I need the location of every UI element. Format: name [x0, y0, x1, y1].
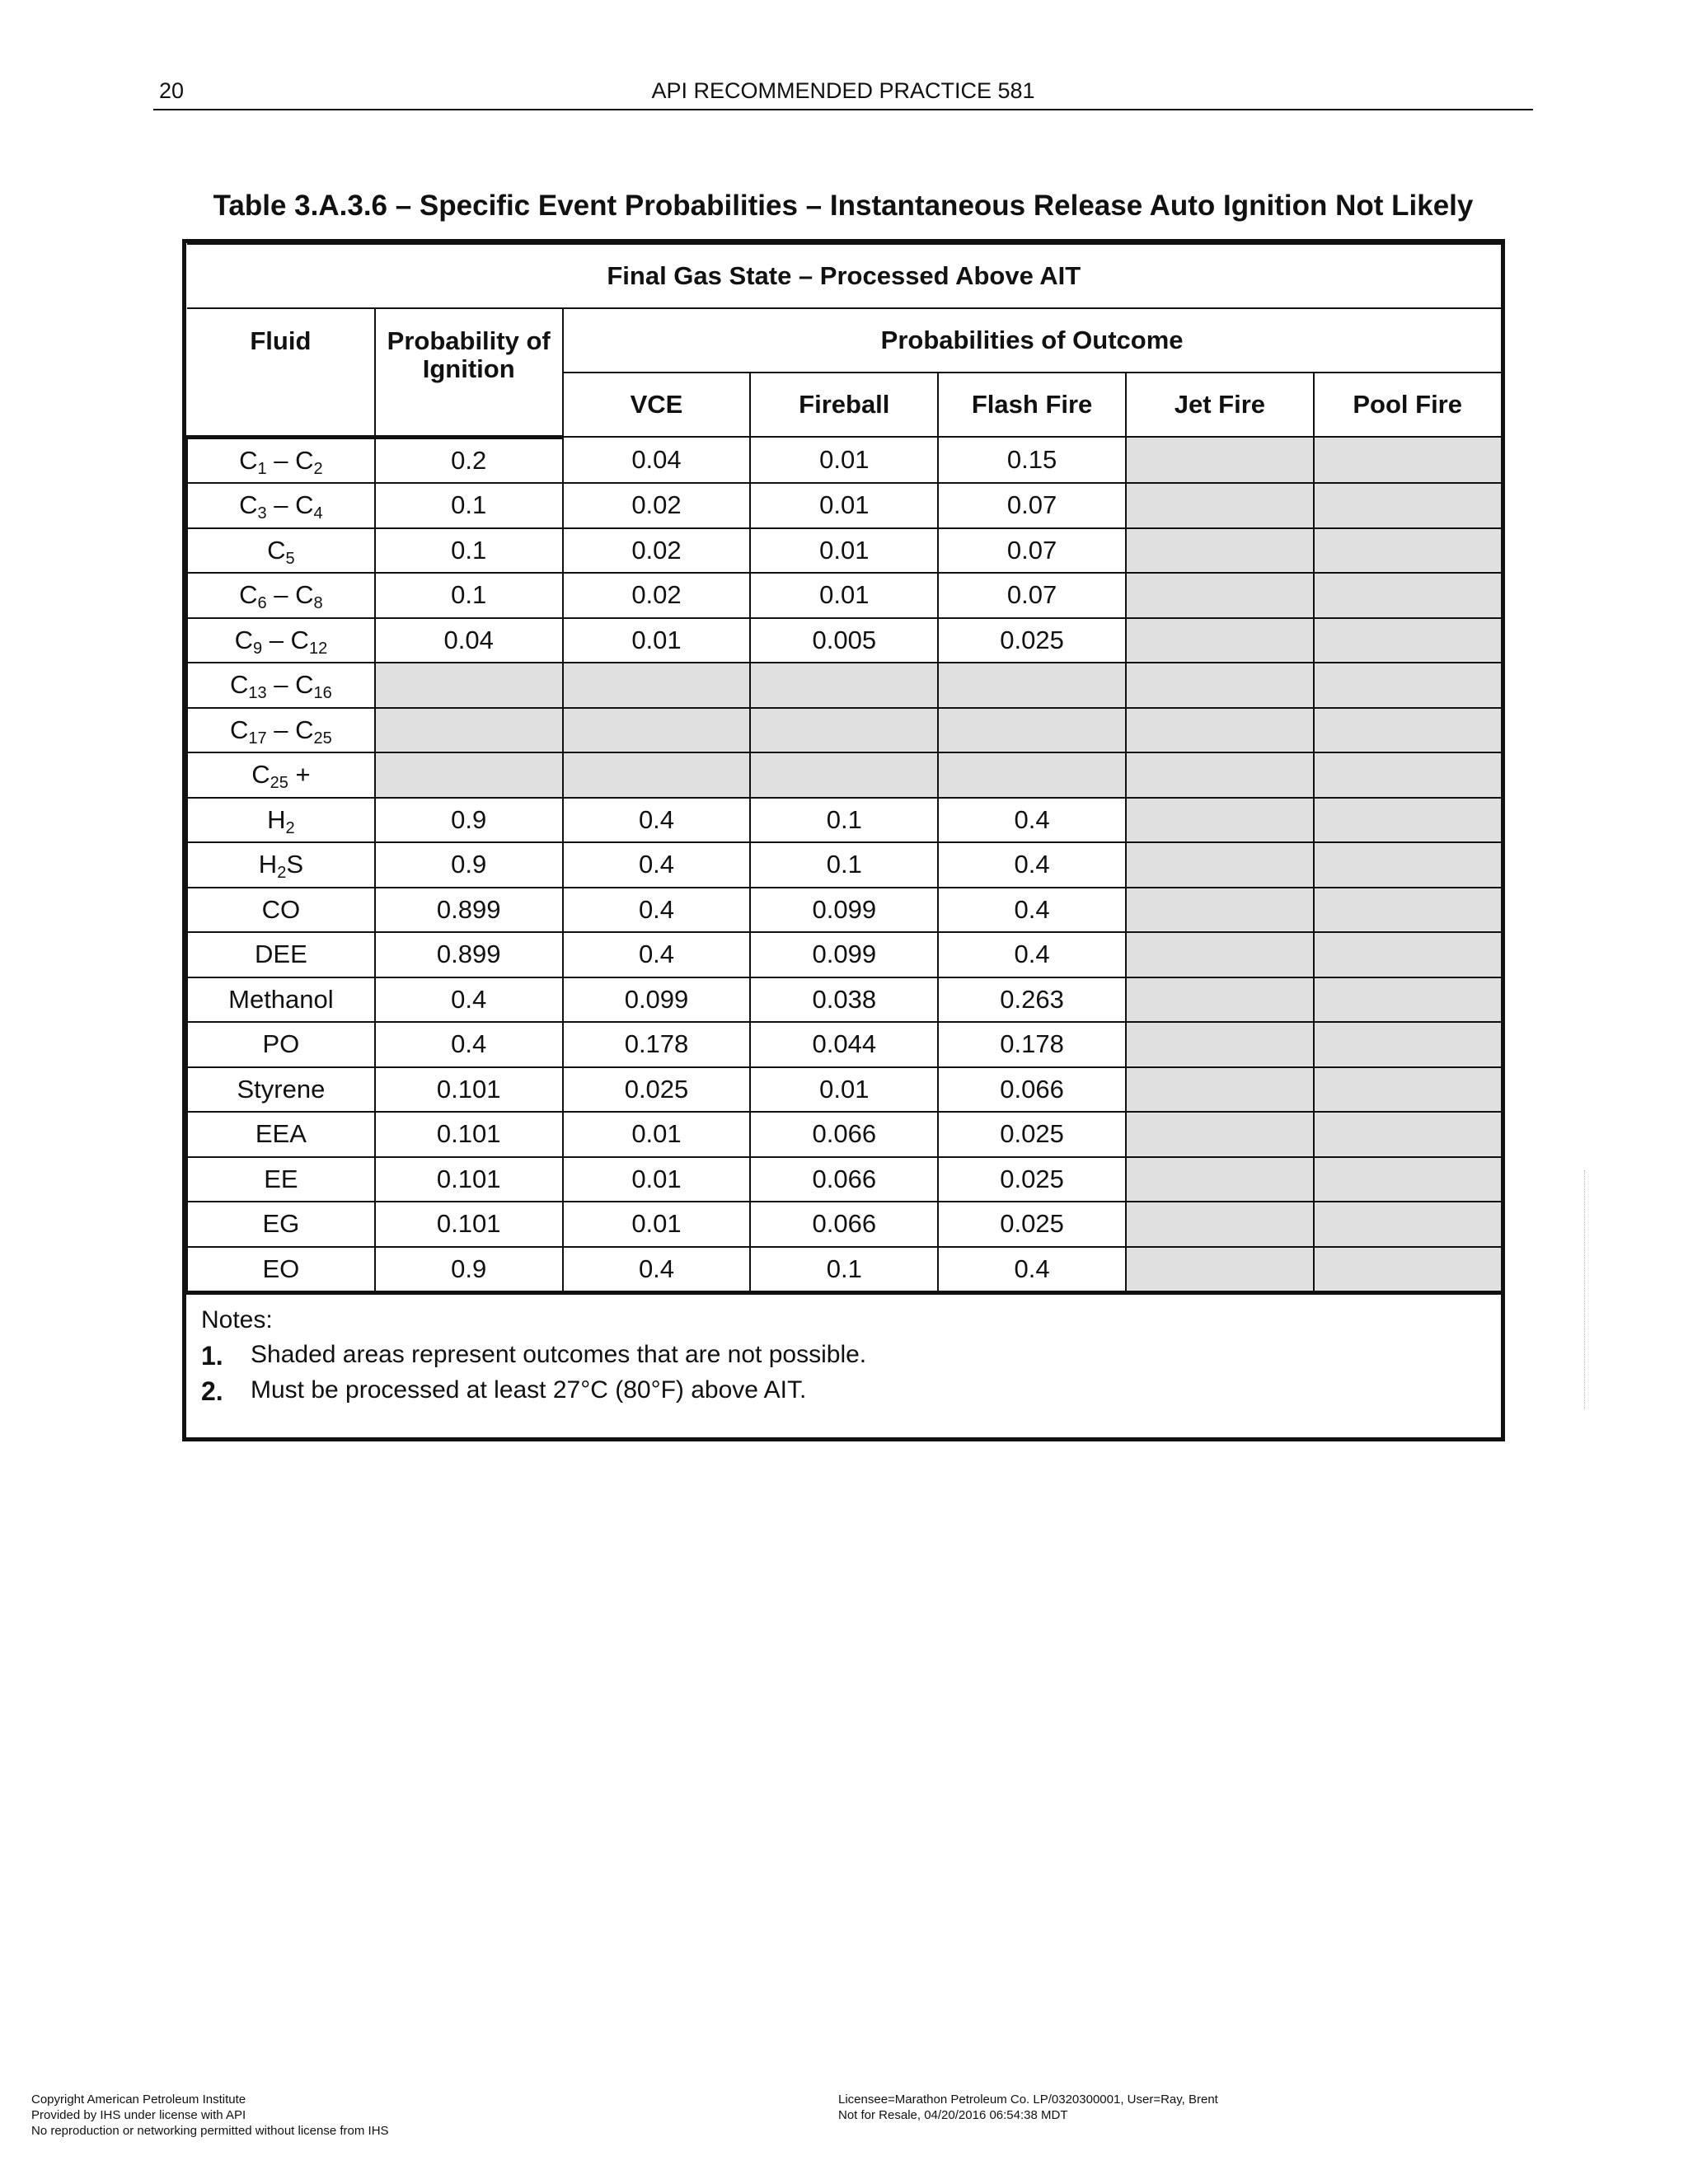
table-row	[187, 528, 1502, 574]
value-cell: 0.1	[750, 1247, 938, 1291]
fluid-cell: $C_1 - C_2$	[187, 437, 375, 483]
table-body	[187, 437, 1502, 1291]
shaded-cell	[938, 663, 1126, 708]
column-header-vce: VCE	[563, 373, 751, 437]
shaded-cell	[1126, 483, 1314, 528]
shaded-cell	[1126, 1157, 1314, 1202]
shaded-cell	[750, 708, 938, 753]
value-cell: 0.899	[375, 888, 563, 933]
super-header: Final Gas State – Processed Above AIT	[187, 244, 1502, 308]
note-number: 1.	[201, 1341, 223, 1371]
value-cell: 0.025	[938, 1157, 1126, 1202]
table-row	[187, 932, 1502, 977]
value-cell: 0.066	[938, 1067, 1126, 1113]
value-cell: 0.02	[563, 573, 751, 618]
fluid-cell: $C_6 - C_8$	[187, 573, 375, 618]
value-cell: 0.101	[375, 1067, 563, 1113]
value-cell: 0.044	[750, 1022, 938, 1067]
probability-table	[186, 243, 1503, 1291]
fluid-cell: DEE	[187, 932, 375, 977]
shaded-cell	[1314, 1067, 1502, 1113]
shaded-cell	[1126, 977, 1314, 1023]
shaded-cell	[1126, 842, 1314, 888]
fluid-cell: $H_2$	[187, 798, 375, 843]
shaded-cell	[563, 752, 751, 798]
table-row	[187, 437, 1502, 483]
table-row	[187, 752, 1502, 798]
shaded-cell	[1314, 437, 1502, 483]
table-row	[187, 618, 1502, 663]
value-cell: 0.9	[375, 798, 563, 843]
value-cell: 0.4	[375, 977, 563, 1023]
shaded-cell	[1314, 842, 1502, 888]
shaded-cell	[375, 663, 563, 708]
value-cell: 0.1	[375, 573, 563, 618]
value-cell: 0.066	[750, 1112, 938, 1157]
value-cell: 0.899	[375, 932, 563, 977]
shaded-cell	[1314, 977, 1502, 1023]
fluid-cell: $C_{25}$ +	[187, 752, 375, 798]
column-header-jet-fire: Jet Fire	[1126, 373, 1314, 437]
fluid-cell: $C_{13} - C_{16}$	[187, 663, 375, 708]
value-cell: 0.01	[750, 573, 938, 618]
value-cell: 0.4	[938, 888, 1126, 933]
value-cell: 0.005	[750, 618, 938, 663]
notes-title: Notes:	[201, 1306, 273, 1333]
shaded-cell	[1126, 932, 1314, 977]
fluid-cell: $H_2S$	[187, 842, 375, 888]
value-cell: 0.066	[750, 1202, 938, 1247]
value-cell: 0.4	[938, 1247, 1126, 1291]
value-cell: 0.178	[563, 1022, 751, 1067]
note-item	[201, 1376, 1501, 1407]
column-header-fireball: Fireball	[750, 373, 938, 437]
shaded-cell	[1126, 663, 1314, 708]
value-cell: 0.101	[375, 1112, 563, 1157]
shaded-cell	[375, 752, 563, 798]
footer-line: Not for Resale, 04/20/2016 06:54:38 MDT	[838, 2108, 1068, 2122]
fluid-cell: PO	[187, 1022, 375, 1067]
table-row	[187, 708, 1502, 753]
fluid-cell: $C_9 - C_{12}$	[187, 618, 375, 663]
page-header	[153, 76, 1533, 110]
fluid-cell: EO	[187, 1247, 375, 1291]
shaded-cell	[375, 708, 563, 753]
shaded-cell	[1314, 573, 1502, 618]
value-cell: 0.1	[375, 528, 563, 574]
shaded-cell	[1126, 1067, 1314, 1113]
table-row	[187, 888, 1502, 933]
value-cell: 0.2	[375, 437, 563, 483]
value-cell: 0.101	[375, 1157, 563, 1202]
shaded-cell	[1126, 888, 1314, 933]
shaded-cell	[938, 708, 1126, 753]
column-header-probabilities-of-outcome: Probabilities of Outcome	[563, 308, 1502, 373]
value-cell: 0.025	[938, 1202, 1126, 1247]
shaded-cell	[1314, 663, 1502, 708]
shaded-cell	[1126, 573, 1314, 618]
value-cell: 0.4	[563, 842, 751, 888]
value-cell: 0.1	[375, 483, 563, 528]
shaded-cell	[1314, 483, 1502, 528]
note-number: 2.	[201, 1376, 223, 1406]
column-header-pool-fire: Pool Fire	[1314, 373, 1502, 437]
table-row	[187, 1112, 1502, 1157]
shaded-cell	[1314, 618, 1502, 663]
footer-line: Provided by IHS under license with API	[31, 2108, 246, 2122]
shaded-cell	[1314, 752, 1502, 798]
value-cell: 0.025	[938, 618, 1126, 663]
shaded-cell	[1126, 1247, 1314, 1291]
shaded-cell	[938, 752, 1126, 798]
table-row	[187, 1022, 1502, 1067]
value-cell: 0.02	[563, 483, 751, 528]
shaded-cell	[750, 752, 938, 798]
value-cell: 0.1	[750, 798, 938, 843]
fluid-cell: $C_3 - C_4$	[187, 483, 375, 528]
value-cell: 0.178	[938, 1022, 1126, 1067]
table-row	[187, 977, 1502, 1023]
value-cell: 0.4	[563, 932, 751, 977]
value-cell: 0.038	[750, 977, 938, 1023]
note-text: Shaded areas represent outcomes that are not possible.	[251, 1341, 867, 1368]
table-row	[187, 1067, 1502, 1113]
fluid-cell: $C_{17} - C_{25}$	[187, 708, 375, 753]
note-text: Must be processed at least 27°C (80°F) above AIT.	[251, 1376, 807, 1404]
shaded-cell	[1314, 708, 1502, 753]
value-cell: 0.4	[938, 798, 1126, 843]
value-cell: 0.1	[750, 842, 938, 888]
note-item	[201, 1341, 1501, 1371]
table-row	[187, 842, 1502, 888]
value-cell: 0.099	[750, 888, 938, 933]
shaded-cell	[1126, 437, 1314, 483]
value-cell: 0.07	[938, 528, 1126, 574]
shaded-cell	[1126, 528, 1314, 574]
table-caption: Table 3.A.3.6 – Specific Event Probabilities – Instantaneous Release Auto Ignition Not Likely	[213, 190, 1474, 222]
value-cell: 0.07	[938, 573, 1126, 618]
value-cell: 0.01	[563, 1157, 751, 1202]
value-cell: 0.4	[563, 1247, 751, 1291]
notes	[186, 1291, 1501, 1414]
value-cell: 0.4	[938, 842, 1126, 888]
value-cell: 0.15	[938, 437, 1126, 483]
value-cell: 0.02	[563, 528, 751, 574]
value-cell: 0.01	[750, 1067, 938, 1113]
column-header-flash-fire: Flash Fire	[938, 373, 1126, 437]
shaded-cell	[1314, 888, 1502, 933]
table-row	[187, 1247, 1502, 1291]
scan-edge-marks	[1584, 1170, 1590, 1409]
value-cell: 0.025	[563, 1067, 751, 1113]
value-cell: 0.04	[375, 618, 563, 663]
value-cell: 0.01	[750, 437, 938, 483]
value-cell: 0.4	[375, 1022, 563, 1067]
value-cell: 0.01	[750, 483, 938, 528]
shaded-cell	[1126, 1022, 1314, 1067]
value-cell: 0.01	[750, 528, 938, 574]
footer-line: No reproduction or networking permitted without license from IHS	[31, 2124, 389, 2138]
shaded-cell	[1126, 618, 1314, 663]
shaded-cell	[1314, 1247, 1502, 1291]
running-title: API RECOMMENDED PRACTICE 581	[651, 78, 1035, 103]
fluid-cell: EEA	[187, 1112, 375, 1157]
table-row	[187, 1202, 1502, 1247]
shaded-cell	[750, 663, 938, 708]
table-row	[187, 1157, 1502, 1202]
footer-line: Copyright American Petroleum Institute	[31, 2093, 246, 2107]
table-row	[187, 573, 1502, 618]
shaded-cell	[1314, 1202, 1502, 1247]
value-cell: 0.4	[563, 798, 751, 843]
table-row	[187, 798, 1502, 843]
shaded-cell	[1314, 1157, 1502, 1202]
fluid-cell: Styrene	[187, 1067, 375, 1113]
value-cell: 0.263	[938, 977, 1126, 1023]
shaded-cell	[1314, 1022, 1502, 1067]
table-row	[187, 483, 1502, 528]
shaded-cell	[1126, 798, 1314, 843]
value-cell: 0.101	[375, 1202, 563, 1247]
column-header-probability-of-ignition: Probability of Ignition	[375, 308, 563, 437]
footer-license	[838, 2092, 1218, 2123]
shaded-cell	[1126, 1112, 1314, 1157]
shaded-cell	[1314, 798, 1502, 843]
column-header-fluid: Fluid	[187, 308, 375, 437]
shaded-cell	[563, 663, 751, 708]
value-cell: 0.099	[750, 932, 938, 977]
fluid-cell: EG	[187, 1202, 375, 1247]
fluid-cell: CO	[187, 888, 375, 933]
probability-table-box	[182, 239, 1505, 1441]
shaded-cell	[1126, 752, 1314, 798]
table-row	[187, 663, 1502, 708]
fluid-cell: Methanol	[187, 977, 375, 1023]
value-cell: 0.9	[375, 842, 563, 888]
shaded-cell	[1314, 528, 1502, 574]
value-cell: 0.4	[563, 888, 751, 933]
value-cell: 0.066	[750, 1157, 938, 1202]
value-cell: 0.025	[938, 1112, 1126, 1157]
footer-line: Licensee=Marathon Petroleum Co. LP/0320300001, User=Ray, Brent	[838, 2093, 1218, 2107]
shaded-cell	[1314, 932, 1502, 977]
fluid-cell: $C_5$	[187, 528, 375, 574]
shaded-cell	[1126, 1202, 1314, 1247]
shaded-cell	[1314, 1112, 1502, 1157]
value-cell: 0.099	[563, 977, 751, 1023]
value-cell: 0.07	[938, 483, 1126, 528]
fluid-cell: EE	[187, 1157, 375, 1202]
value-cell: 0.04	[563, 437, 751, 483]
value-cell: 0.4	[938, 932, 1126, 977]
value-cell: 0.01	[563, 1112, 751, 1157]
value-cell: 0.9	[375, 1247, 563, 1291]
footer-copyright	[31, 2092, 389, 2139]
shaded-cell	[563, 708, 751, 753]
shaded-cell	[1126, 708, 1314, 753]
page-number: 20	[159, 78, 185, 103]
value-cell: 0.01	[563, 1202, 751, 1247]
value-cell: 0.01	[563, 618, 751, 663]
